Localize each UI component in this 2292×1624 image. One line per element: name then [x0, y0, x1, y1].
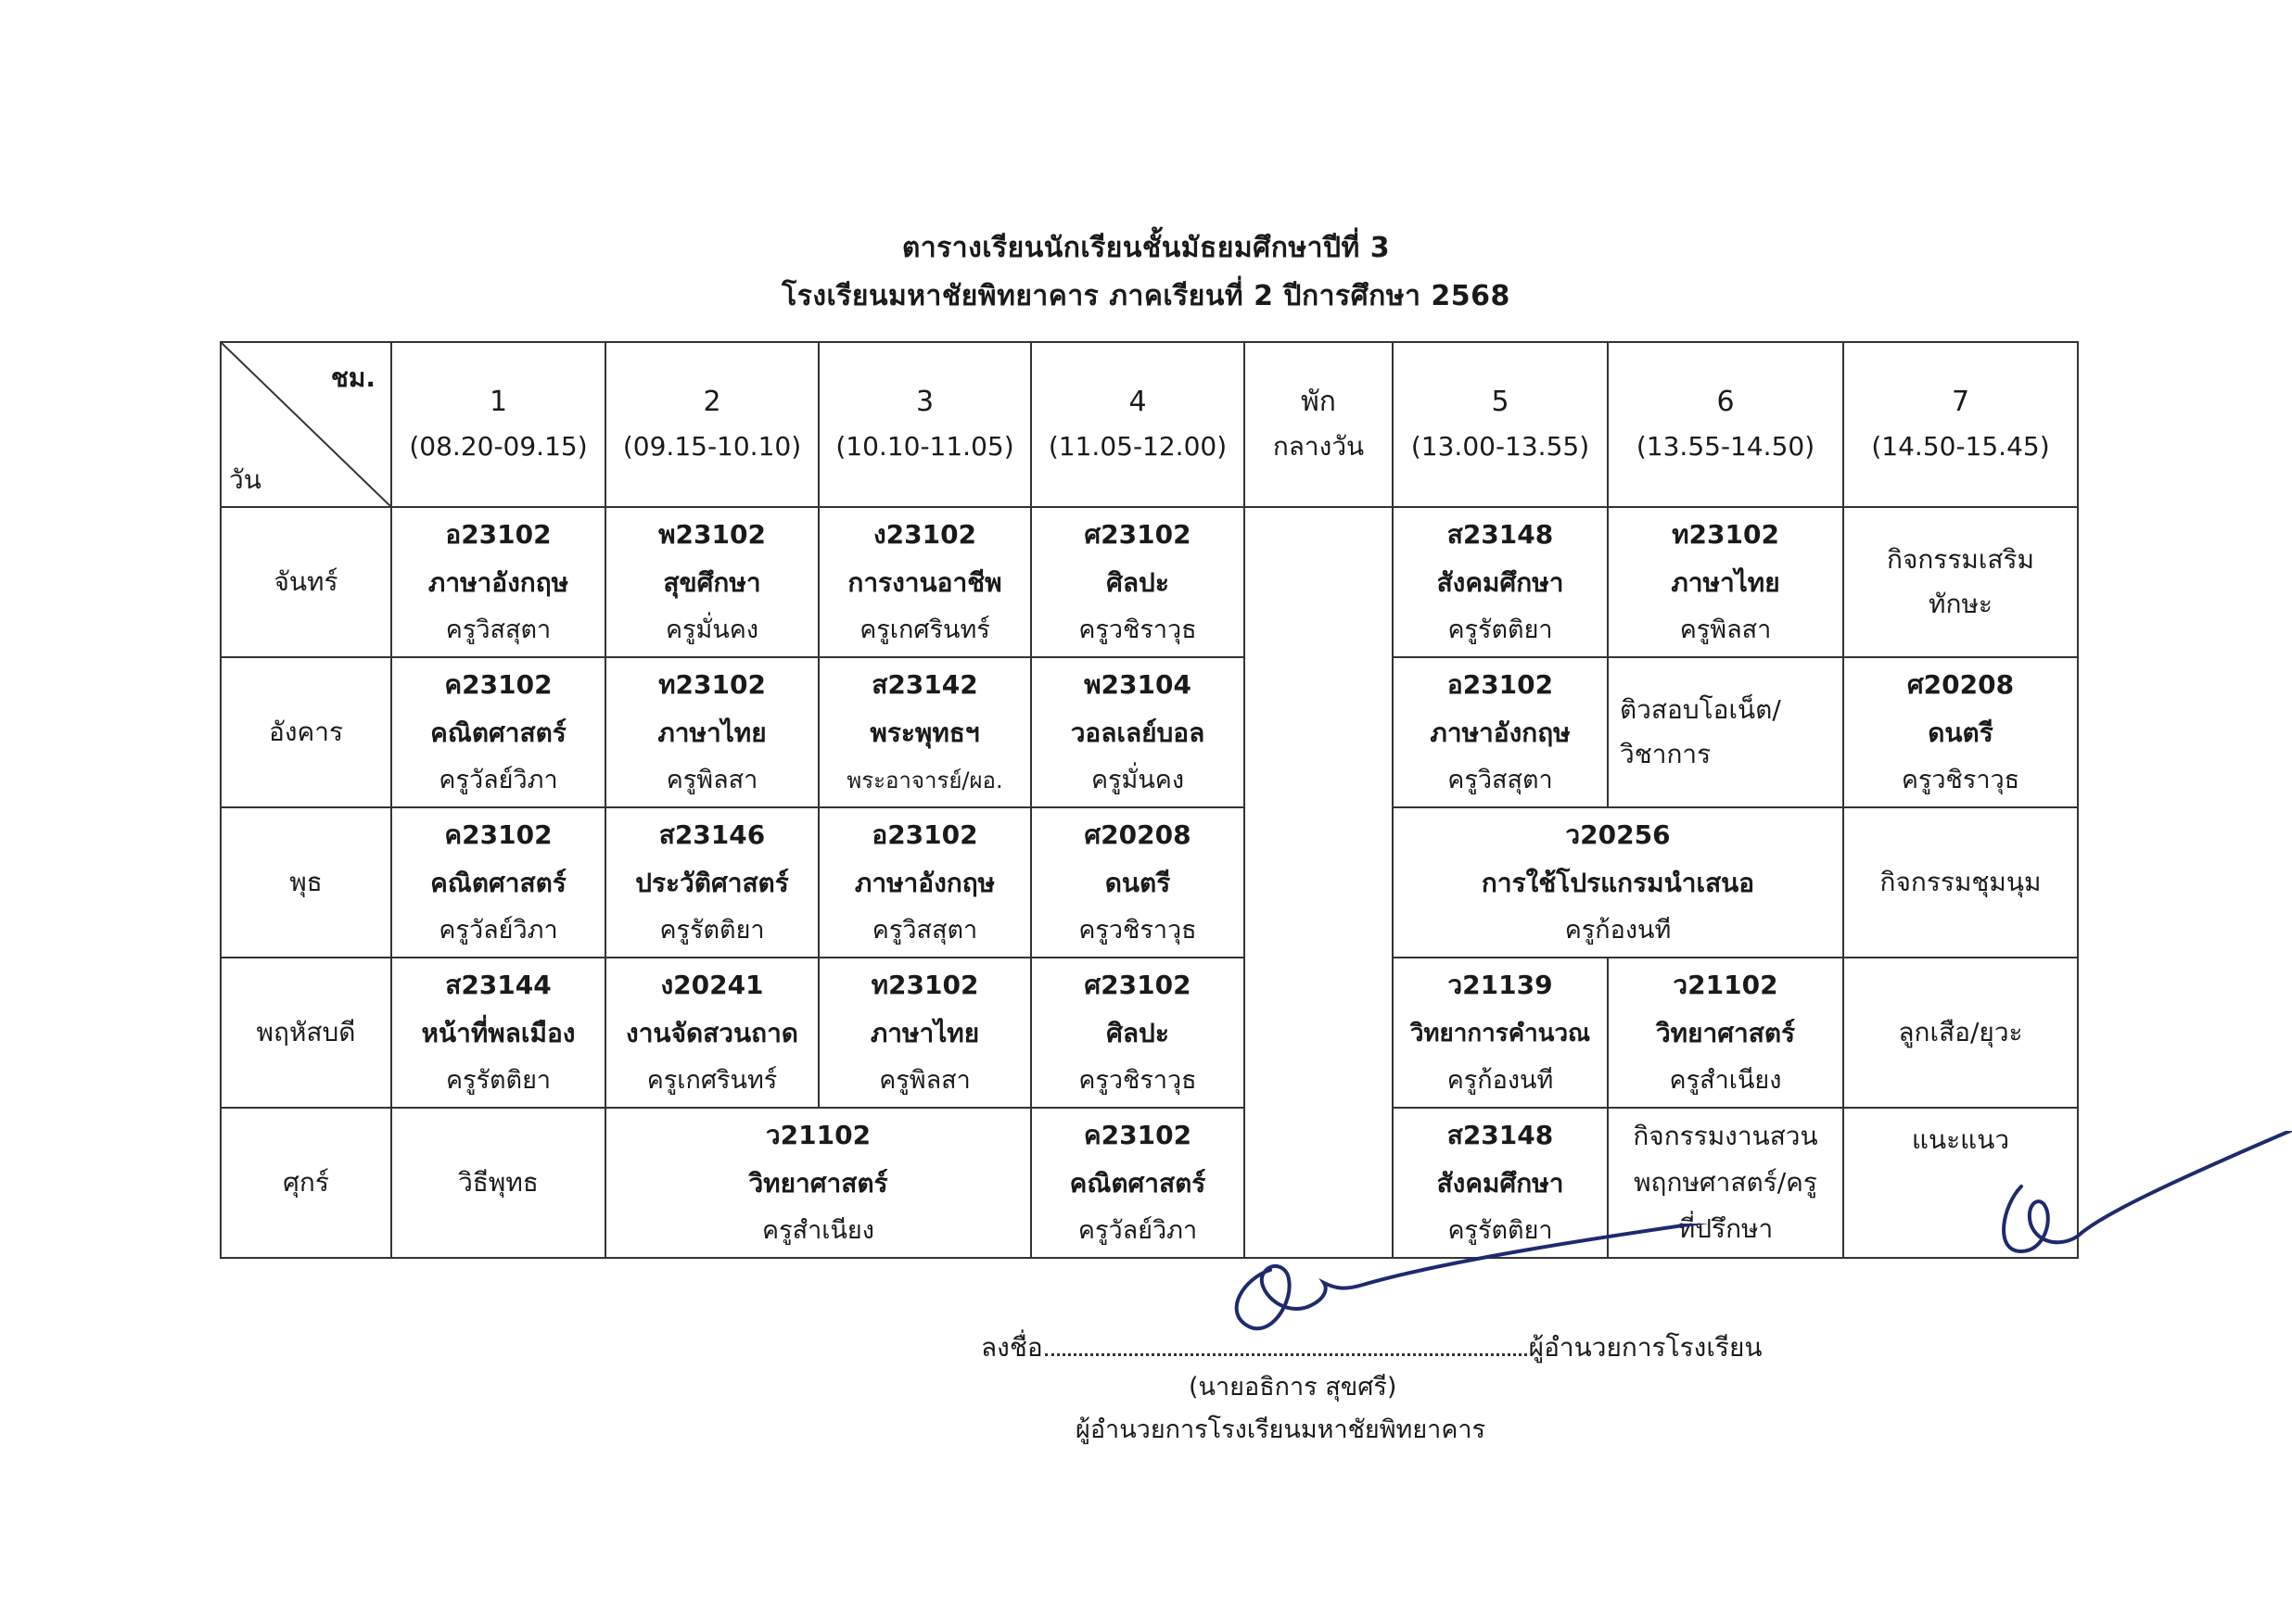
class-cell: ว21102 วิทยาศาสตร์ ครูสำเนียง: [1608, 958, 1843, 1108]
class-cell: ส23144 หน้าที่พลเมือง ครูรัตติยา: [391, 958, 605, 1108]
day-label: อังคาร: [221, 657, 391, 807]
day-row-thursday: [221, 958, 2078, 1108]
activity-cell: กิจกรรมเสริม ทักษะ: [1843, 507, 2078, 657]
period-header-6: 6 (13.55-14.50): [1608, 342, 1843, 507]
activity-cell: กิจกรรมชุมนุม: [1843, 807, 2078, 958]
day-label: พฤหัสบดี: [221, 958, 391, 1108]
schedule-title: ตารางเรียนนักเรียนชั้นมัธยมศึกษาปีที่ 3: [901, 232, 1391, 264]
class-cell-double: ว21102 วิทยาศาสตร์ ครูสำเนียง: [605, 1108, 1031, 1258]
activity-cell: ลูกเสือ/ยุวะ: [1843, 958, 2078, 1108]
period-header-2: 2 (09.15-10.10): [605, 342, 819, 507]
class-cell: ส23148 สังคมศึกษา ครูรัตติยา: [1393, 1108, 1608, 1258]
class-cell: พ23104 วอลเลย์บอล ครูมั่นคง: [1031, 657, 1244, 807]
period-header-7: 7 (14.50-15.45): [1843, 342, 2078, 507]
class-cell: ท23102 ภาษาไทย ครูพิลสา: [605, 657, 819, 807]
day-row-monday: [221, 507, 2078, 657]
corner-day-label: วัน: [229, 464, 261, 495]
class-cell: ค23102 คณิตศาสตร์ ครูวัลย์วิภา: [391, 657, 605, 807]
class-cell: ศ23102 ศิลปะ ครูวชิราวุธ: [1031, 958, 1244, 1108]
class-cell: ส23142 พระพุทธฯ พระอาจารย์/ผอ.: [819, 657, 1031, 807]
class-cell: ศ23102 ศิลปะ ครูวชิราวุธ: [1031, 507, 1244, 657]
class-cell: ว21139 วิทยาการคำนวณ ครูก้องนที: [1393, 958, 1608, 1108]
period-header-3: 3 (10.10-11.05): [819, 342, 1031, 507]
class-cell: พ23102 สุขศึกษา ครูมั่นคง: [605, 507, 819, 657]
school-semester-subtitle: โรงเรียนมหาชัยพิทยาคาร ภาคเรียนที่ 2 ปีการศึกษา 2568: [782, 280, 1510, 312]
class-cell: ง20241 งานจัดสวนถาด ครูเกศรินทร์: [605, 958, 819, 1108]
class-cell: ท23102 ภาษาไทย ครูพิลสา: [819, 958, 1031, 1108]
timetable: [220, 341, 2079, 1259]
lunch-break-cell: [1244, 507, 1393, 1258]
signature-line: [981, 1327, 1763, 1368]
signature-dotted-line: [1045, 1331, 1527, 1356]
sign-prefix: ลงชื่อ: [981, 1332, 1043, 1363]
day-row-tuesday: [221, 657, 2078, 807]
class-cell: อ23102 ภาษาอังกฤษ ครูวิสสุตา: [1393, 657, 1608, 807]
class-cell-double: ว20256 การใช้โปรแกรมนำเสนอ ครูก้องนที: [1393, 807, 1843, 958]
activity-cell: วิธีพุทธ: [391, 1108, 605, 1258]
class-cell: ท23102 ภาษาไทย ครูพิลสา: [1608, 507, 1843, 657]
sign-suffix: ผู้อำนวยการโรงเรียน: [1528, 1332, 1763, 1363]
day-label: จันทร์: [221, 507, 391, 657]
period-header-1: 1 (08.20-09.15): [391, 342, 605, 507]
period-header-4: 4 (11.05-12.00): [1031, 342, 1244, 507]
class-cell: ค23102 คณิตศาสตร์ ครูวัลย์วิภา: [1031, 1108, 1244, 1258]
header-row: [221, 342, 2078, 507]
signer-name: (นายอธิการ สุขศรี): [1189, 1373, 1397, 1402]
day-row-friday: [221, 1108, 2078, 1258]
day-row-wednesday: [221, 807, 2078, 958]
corner-period-label: ชม.: [330, 362, 376, 393]
class-cell: ศ20208 ดนตรี ครูวชิราวุธ: [1843, 657, 2078, 807]
lunch-header: พัก กลางวัน: [1244, 342, 1393, 507]
class-cell: ส23148 สังคมศึกษา ครูรัตติยา: [1393, 507, 1608, 657]
period-header-5: 5 (13.00-13.55): [1393, 342, 1608, 507]
class-cell: ค23102 คณิตศาสตร์ ครูวัลย์วิภา: [391, 807, 605, 958]
signer-position: ผู้อำนวยการโรงเรียนมหาชัยพิทยาคาร: [1076, 1415, 1486, 1444]
day-label: ศุกร์: [221, 1108, 391, 1258]
activity-cell: ติวสอบโอเน็ต/ วิชาการ: [1608, 657, 1843, 807]
class-cell: ส23146 ประวัติศาสตร์ ครูรัตติยา: [605, 807, 819, 958]
corner-cell: [221, 342, 391, 507]
class-cell: อ23102 ภาษาอังกฤษ ครูวิสสุตา: [391, 507, 605, 657]
activity-cell: กิจกรรมงานสวน พฤกษศาสตร์/ครู ที่ปรึกษา: [1608, 1108, 1843, 1258]
class-cell: ง23102 การงานอาชีพ ครูเกศรินทร์: [819, 507, 1031, 657]
activity-cell: แนะแนว: [1843, 1108, 2078, 1258]
day-label: พุธ: [221, 807, 391, 958]
class-cell: ศ20208 ดนตรี ครูวชิราวุธ: [1031, 807, 1244, 958]
class-cell: อ23102 ภาษาอังกฤษ ครูวิสสุตา: [819, 807, 1031, 958]
